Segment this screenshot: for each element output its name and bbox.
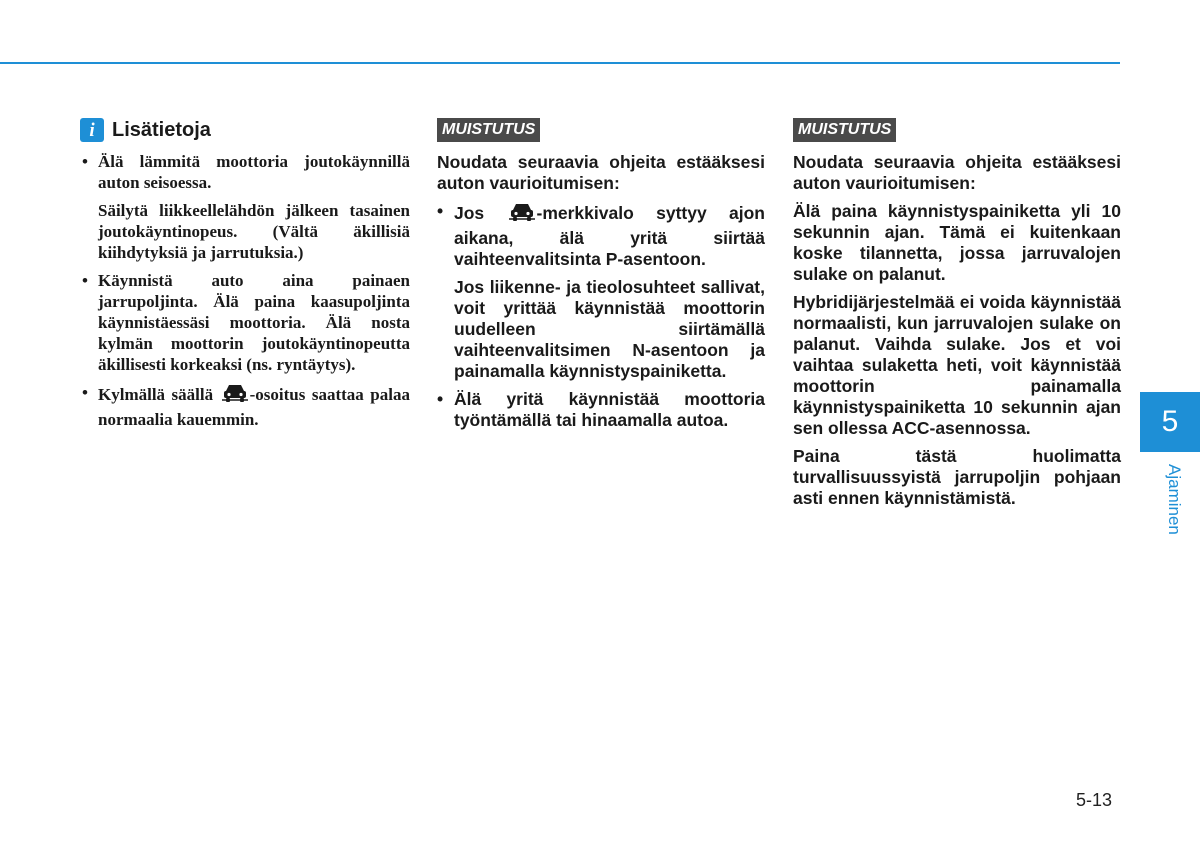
info-column [80,118,410,437]
notice-para-1: Älä paina käynnistyspainiketta yli 10 sekunnin ajan. Tämä ei kuitenkaan koske tilannetta, jossa jarruvalojen sulake on palanut. [793,201,1121,284]
info-bullet-1: • Älä lämmitä moottoria joutokäynnillä auton seisoessa. [82,152,410,192]
notice-para-2: Hybridijärjestelmää ei voida käynnistää normaalisti, kun jarruvalojen sulake on palanut. Vaihda sulake. Jos et voi vaihtaa sulaketta heti, voit käynnistää moottorin painamalla käynnistyspainiketta 10 sekunnin ajan sen ollessa ACC-asennossa. [793,292,1121,438]
notice-para-3: Paina tästä huolimatta turvallisuussyistä jarrupoljin pohjaan asti ennen käynnistämistä. [793,446,1121,508]
notice-column-1 [437,118,765,438]
info-icon: i [80,118,104,142]
info-title: Lisätietoja [112,118,211,141]
info-bullet-3: • Kylmällä säällä -osoitus saattaa palaa normaalia kauemmin. [82,383,410,429]
notice-bullet-1: • Jos -merkkivalo syttyy ajon aikana, älä yritä siirtää vaihteenvalitsinta P-asentoon. [437,201,765,269]
info-bullet-2: • Käynnistä auto aina painaen jarrupoljinta. Älä paina kaasupoljinta käynnistäessäsi moottoria. Älä nosta kylmän moottorin joutokäyntinopeutta äkillisesti korkeaksi (ns. ryntäytys). [82,271,410,374]
notice-column-2 [793,118,1121,516]
notice-label: MUISTUTUS [793,118,896,142]
chapter-name: Ajaminen [1165,464,1184,535]
header-rule [0,62,1120,64]
notice-intro: Noudata seuraavia ohjeita estääksesi auton vaurioitumisen: [437,152,765,193]
page-number: 5-13 [1076,790,1113,810]
car-warning-icon [222,382,248,409]
info-heading [80,118,410,142]
car-warning-icon [509,201,535,228]
notice-intro: Noudata seuraavia ohjeita estääksesi auton vaurioitumisen: [793,152,1121,193]
notice-bullet-2: • Älä yritä käynnistää moottoria työntämällä tai hinaamalla autoa. [437,389,765,430]
chapter-tab: 5 [1140,392,1200,452]
notice-label: MUISTUTUS [437,118,540,142]
notice-bullet-1-sub: Jos liikenne- ja tieolosuhteet sallivat, voit yrittää käynnistää moottorin uudelleen siirtämällä vaihteenvalitsimen N-asentoon ja painamalla käynnistyspainiketta. [454,277,765,381]
info-para-1: Säilytä liikkeellelähdön jälkeen tasainen joutokäyntinopeus. (Vältä äkillisiä kiihdytyksiä ja jarrutuksia.) [98,201,410,262]
